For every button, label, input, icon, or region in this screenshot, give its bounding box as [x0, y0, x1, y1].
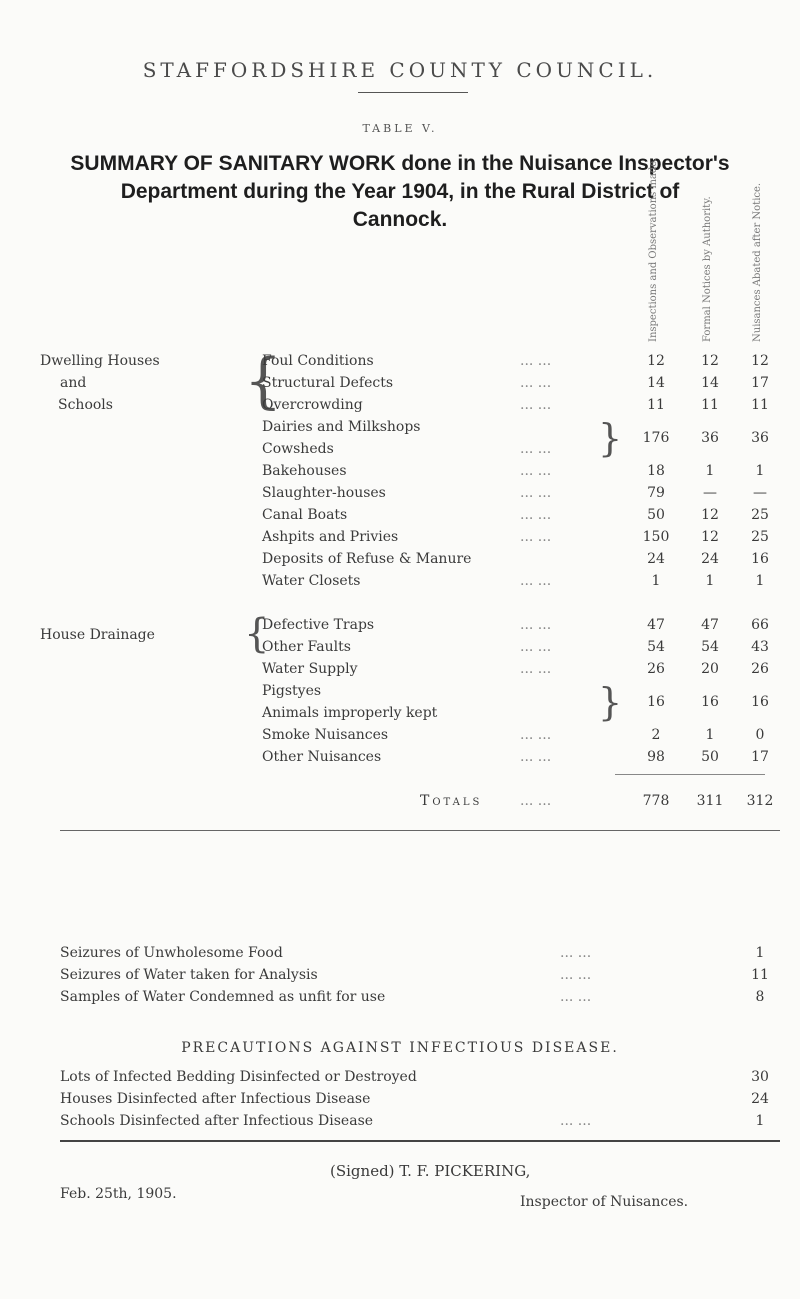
- table-row: Cowsheds ... ...: [0, 438, 800, 460]
- inspections-value: 150: [642, 529, 670, 545]
- row-label: Canal Boats: [262, 507, 348, 523]
- report-date: Feb. 25th, 1905.: [60, 1186, 177, 1202]
- item-value: 30: [751, 1069, 769, 1085]
- inspections-value: 54: [647, 639, 665, 655]
- inspections-value: 50: [647, 507, 665, 523]
- brace-dwelling: {: [244, 346, 283, 416]
- list-item: [60, 1066, 780, 1088]
- inspections-value: 16: [647, 694, 665, 710]
- table-row: Smoke Nuisances ... ... 2 1 0: [0, 724, 800, 746]
- abated-value: 25: [751, 507, 769, 523]
- abated-value: 16: [751, 694, 769, 710]
- notices-value: 11: [701, 397, 719, 413]
- item-value: 24: [751, 1091, 769, 1107]
- precautions-title: PRECAUTIONS AGAINST INFECTIOUS DISEASE.: [181, 1040, 619, 1056]
- table-row: Other Nuisances ... ... 98 50 17: [0, 746, 800, 768]
- header-rule: [358, 92, 468, 93]
- notices-value: 50: [701, 749, 719, 765]
- inspections-value: 11: [647, 397, 665, 413]
- table-row-values: [0, 691, 800, 713]
- group-schools: Schools: [58, 397, 113, 413]
- row-label: Defective Traps: [262, 617, 375, 633]
- title-line-3: Cannock.: [352, 208, 448, 231]
- notices-value: 20: [701, 661, 719, 677]
- abated-value: —: [753, 485, 767, 501]
- inspections-value: 98: [647, 749, 665, 765]
- notices-value: 36: [701, 430, 719, 446]
- totals-rule: [615, 774, 765, 775]
- inspections-value: 18: [647, 463, 665, 479]
- group-house-drainage: House Drainage: [40, 627, 155, 643]
- abated-value: 16: [751, 551, 769, 567]
- signature-role: Inspector of Nuisances.: [520, 1194, 689, 1210]
- table-row: Bakehouses ... ... 18 1 1: [0, 460, 800, 482]
- table-row: Foul Conditions ... ... 12 12 12: [0, 350, 800, 372]
- row-label: Deposits of Refuse & Manure: [262, 551, 472, 567]
- abated-value: 43: [751, 639, 769, 655]
- column-header-inspections: Inspections and Observations made.: [648, 157, 659, 342]
- abated-value: 36: [751, 430, 769, 446]
- notices-value: —: [703, 485, 717, 501]
- abated-value: 17: [751, 375, 769, 391]
- row-label: Dairies and Milkshops: [262, 419, 421, 435]
- totals-label: Totals: [420, 793, 483, 809]
- abated-value: 66: [751, 617, 769, 633]
- list-item: Schools Disinfected after Infectious Disease ... ... 1: [60, 1110, 780, 1132]
- table-row: Structural Defects ... ... 14 14 17: [0, 372, 800, 394]
- row-label: Slaughter-houses: [262, 485, 386, 501]
- section-rule: [60, 830, 780, 831]
- notices-value: 12: [701, 507, 719, 523]
- inspections-total: 778: [642, 793, 670, 809]
- table-row-values: [0, 427, 800, 449]
- inspections-value: 1: [651, 573, 661, 589]
- row-label: Structural Defects: [262, 375, 394, 391]
- inspections-value: 47: [647, 617, 665, 633]
- item-value: 8: [755, 989, 765, 1005]
- notices-value: 1: [705, 463, 715, 479]
- item-label: Seizures of Water taken for Analysis: [60, 967, 318, 983]
- abated-value: 17: [751, 749, 769, 765]
- notices-value: 16: [701, 694, 719, 710]
- inspections-value: 14: [647, 375, 665, 391]
- list-item: Seizures of Unwholesome Food ... ... 1: [60, 942, 780, 964]
- item-value: 1: [755, 1113, 765, 1129]
- notices-value: 24: [701, 551, 719, 567]
- title-line-1: SUMMARY OF SANITARY WORK done in the Nuisance Inspector's: [70, 152, 730, 175]
- inspections-value: 24: [647, 551, 665, 567]
- notices-value: 47: [701, 617, 719, 633]
- totals-row: Totals ... ... 778 311 312: [0, 790, 800, 812]
- council-header: STAFFORDSHIRE COUNTY COUNCIL.: [142, 58, 658, 82]
- brace-dairies: }: [598, 416, 623, 460]
- row-label-2: Animals improperly kept: [262, 705, 438, 721]
- list-item: Seizures of Water taken for Analysis ... ... 11: [60, 964, 780, 986]
- inspections-value: 26: [647, 661, 665, 677]
- title-line-2: Department during the Year 1904, in the Rural District of: [120, 180, 680, 203]
- abated-value: 0: [755, 727, 765, 743]
- item-value: 11: [751, 967, 769, 983]
- table-row: [0, 548, 800, 570]
- row-label: Water Supply: [262, 661, 358, 677]
- table-row: Defective Traps ... ... 47 47 66: [0, 614, 800, 636]
- table-row: Canal Boats ... ... 50 12 25: [0, 504, 800, 526]
- group-dwelling-houses: Dwelling Houses: [40, 353, 160, 369]
- closing-rule: [60, 1140, 780, 1142]
- abated-value: 1: [755, 463, 765, 479]
- notices-value: 1: [705, 727, 715, 743]
- list-item: Samples of Water Condemned as unfit for use ... ... 8: [60, 986, 780, 1008]
- row-label: Water Closets: [262, 573, 361, 589]
- item-label: Houses Disinfected after Infectious Disease: [60, 1091, 371, 1107]
- table-row: Other Faults ... ... 54 54 43: [0, 636, 800, 658]
- row-label-2: Cowsheds: [262, 441, 334, 457]
- table-row: Water Closets ... ... 1 1 1: [0, 570, 800, 592]
- table-label: TABLE V.: [362, 122, 438, 135]
- row-label: Bakehouses: [262, 463, 347, 479]
- abated-value: 1: [755, 573, 765, 589]
- notices-value: 1: [705, 573, 715, 589]
- item-label: Seizures of Unwholesome Food: [60, 945, 283, 961]
- inspections-value: 2: [651, 727, 661, 743]
- notices-value: 14: [701, 375, 719, 391]
- brace-pigstyes: }: [598, 680, 623, 724]
- row-label: Foul Conditions: [262, 353, 374, 369]
- abated-value: 25: [751, 529, 769, 545]
- list-item: [60, 1088, 780, 1110]
- notices-value: 12: [701, 353, 719, 369]
- row-label: Other Faults: [262, 639, 351, 655]
- table-row: Water Supply ... ... 26 20 26: [0, 658, 800, 680]
- item-label: Schools Disinfected after Infectious Disease: [60, 1113, 374, 1129]
- abated-value: 11: [751, 397, 769, 413]
- row-label: Other Nuisances: [262, 749, 382, 765]
- column-header-notices: Formal Notices by Authority.: [702, 196, 713, 342]
- table-row: Overcrowding ... ... 11 11 11: [0, 394, 800, 416]
- row-label: Pigstyes: [262, 683, 322, 699]
- brace-drainage: {: [244, 611, 270, 657]
- table-row: Slaughter-houses ... ... 79 — —: [0, 482, 800, 504]
- table-row: Ashpits and Privies ... ... 150 12 25: [0, 526, 800, 548]
- group-and: and: [60, 375, 87, 391]
- notices-total: 311: [696, 793, 724, 809]
- column-header-abated: Nuisances Abated after Notice.: [752, 182, 763, 342]
- inspections-value: 79: [647, 485, 665, 501]
- item-label: Samples of Water Condemned as unfit for use: [60, 989, 386, 1005]
- abated-value: 12: [751, 353, 769, 369]
- abated-value: 26: [751, 661, 769, 677]
- notices-value: 54: [701, 639, 719, 655]
- notices-value: 12: [701, 529, 719, 545]
- item-label: Lots of Infected Bedding Disinfected or Destroyed: [60, 1069, 417, 1085]
- row-label: Smoke Nuisances: [262, 727, 389, 743]
- abated-total: 312: [746, 793, 774, 809]
- inspections-value: 176: [642, 430, 670, 446]
- item-value: 1: [755, 945, 765, 961]
- row-label: Ashpits and Privies: [262, 529, 399, 545]
- row-label: Overcrowding: [262, 397, 363, 413]
- inspections-value: 12: [647, 353, 665, 369]
- signature: (Signed) T. F. PICKERING,: [330, 1162, 531, 1180]
